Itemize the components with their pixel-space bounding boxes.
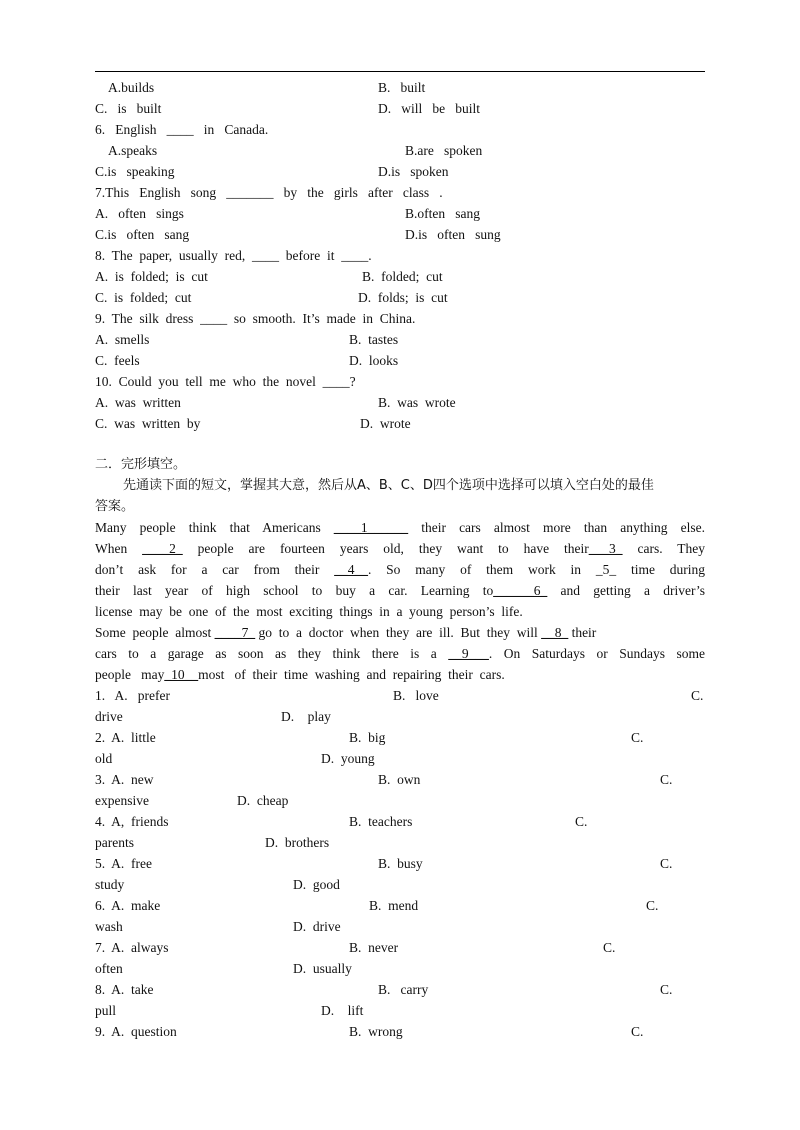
cloze-9-option-a: 9. A. question bbox=[95, 1024, 177, 1039]
blank-9: __9___ bbox=[448, 646, 489, 661]
cloze-4-option-d: D. brothers bbox=[265, 835, 330, 850]
q6-option-d: D.is spoken bbox=[378, 164, 449, 179]
passage-line-2: When ____2_ people are fourteen years old, they want to have their___3_ cars. They bbox=[95, 541, 706, 556]
cloze-4-option-b: B. teachers bbox=[349, 814, 413, 829]
cloze-8-option-a: 8. A. take bbox=[95, 982, 154, 997]
cloze-4-option-c: C. bbox=[575, 814, 588, 829]
cloze-6-option-c: C. bbox=[646, 898, 659, 913]
cloze-2-option-a: 2. A. little bbox=[95, 730, 156, 745]
q7-option-d: D.is often sung bbox=[405, 227, 501, 242]
q8-option-c: C. is folded; cut bbox=[95, 290, 192, 305]
cloze-7-option-a: 7. A. always bbox=[95, 940, 169, 955]
q7-stem: 7.This English song _______ by the girls after class . bbox=[95, 185, 443, 200]
blank-1: ____1______ bbox=[333, 520, 409, 535]
blank-5: _5_ bbox=[595, 562, 617, 577]
cloze-2-option-d: D. young bbox=[321, 751, 375, 766]
q10-stem: 10. Could you tell me who the novel ____? bbox=[95, 374, 356, 389]
q7-option-b: B.often sang bbox=[405, 206, 480, 221]
cloze-6-option-d: D. drive bbox=[293, 919, 341, 934]
q8-option-d: D. folds; is cut bbox=[358, 290, 448, 305]
q5-option-c: C. is built bbox=[95, 101, 162, 116]
cloze-4-option-a: 4. A, friends bbox=[95, 814, 169, 829]
cloze-2-option-c-text: old bbox=[95, 751, 113, 766]
q8-stem: 8. The paper, usually red, ____ before it ____. bbox=[95, 248, 372, 263]
q6-option-c: C.is speaking bbox=[95, 164, 175, 179]
blank-2: ____2_ bbox=[142, 541, 183, 556]
q6-stem: 6. English ____ in Canada. bbox=[95, 122, 269, 137]
q9-stem: 9. The silk dress ____ so smooth. It’s made in China. bbox=[95, 311, 416, 326]
q5-option-b: B. built bbox=[378, 80, 426, 95]
q5-option-a: A.builds bbox=[108, 80, 155, 95]
instructions-line-2: 答案。 bbox=[95, 499, 135, 514]
cloze-3-option-b: B. own bbox=[378, 772, 421, 787]
cloze-7-option-c: C. bbox=[603, 940, 616, 955]
cloze-5-option-b: B. busy bbox=[378, 856, 423, 871]
q10-option-c: C. was written by bbox=[95, 416, 201, 431]
q8-option-a: A. is folded; is cut bbox=[95, 269, 208, 284]
cloze-8-option-c-text: pull bbox=[95, 1003, 117, 1018]
cloze-1-option-c: C. bbox=[691, 688, 704, 703]
cloze-6-option-c-text: wash bbox=[95, 919, 123, 934]
q6-option-a: A.speaks bbox=[108, 143, 158, 158]
cloze-6-option-a: 6. A. make bbox=[95, 898, 161, 913]
cloze-2-option-c: C. bbox=[631, 730, 644, 745]
instructions-line-1: 先通读下面的短文，掌握其大意，然后从A、B、C、D四个选项中选择可以填入空白处的最佳 bbox=[123, 478, 654, 493]
passage-line-8: people may_10__most of their time washing and repairing their cars. bbox=[95, 667, 505, 682]
cloze-3-option-a: 3. A. new bbox=[95, 772, 154, 787]
blank-7: ____7_ bbox=[214, 625, 256, 640]
cloze-8-option-b: B. carry bbox=[378, 982, 429, 997]
cloze-3-option-c: C. bbox=[660, 772, 673, 787]
blank-3: ___3_ bbox=[588, 541, 623, 556]
q7-option-c: C.is often sang bbox=[95, 227, 190, 242]
passage-line-5: license may be one of the most exciting things in a young person’s life. bbox=[95, 604, 523, 619]
blank-8: __8_ bbox=[541, 625, 569, 640]
cloze-5-option-c-text: study bbox=[95, 877, 125, 892]
cloze-3-option-d: D. cheap bbox=[237, 793, 289, 808]
cloze-3-option-c-text: expensive bbox=[95, 793, 149, 808]
q10-option-a: A. was written bbox=[95, 395, 181, 410]
section-two-heading: 二．完形填空。 bbox=[95, 457, 187, 472]
cloze-1-option-c-text: drive bbox=[95, 709, 123, 724]
q5-option-d: D. will be built bbox=[378, 101, 480, 116]
q9-option-c: C. feels bbox=[95, 353, 140, 368]
passage-line-6: Some people almost ____7_ go to a doctor when they are ill. But they will __8_ their bbox=[95, 625, 597, 640]
cloze-2-option-b: B. big bbox=[349, 730, 386, 745]
q6-option-b: B.are spoken bbox=[405, 143, 483, 158]
q9-option-a: A. smells bbox=[95, 332, 150, 347]
cloze-5-option-c: C. bbox=[660, 856, 673, 871]
cloze-1-option-b: B. love bbox=[393, 688, 439, 703]
q10-option-d: D. wrote bbox=[360, 416, 411, 431]
cloze-8-option-d: D. lift bbox=[321, 1003, 364, 1018]
cloze-1-option-d: D. play bbox=[281, 709, 331, 724]
header-rule bbox=[95, 71, 705, 72]
q10-option-b: B. was wrote bbox=[378, 395, 456, 410]
cloze-9-option-b: B. wrong bbox=[349, 1024, 403, 1039]
passage-line-3: don’t ask for a car from their __4__. So many of them work in _5_ time during bbox=[95, 562, 706, 577]
cloze-7-option-c-text: often bbox=[95, 961, 123, 976]
blank-10: _10__ bbox=[164, 667, 199, 682]
cloze-5-option-a: 5. A. free bbox=[95, 856, 152, 871]
cloze-5-option-d: D. good bbox=[293, 877, 340, 892]
q9-option-b: B. tastes bbox=[349, 332, 399, 347]
cloze-9-option-c: C. bbox=[631, 1024, 644, 1039]
q7-option-a: A. often sings bbox=[95, 206, 184, 221]
cloze-6-option-b: B. mend bbox=[369, 898, 419, 913]
blank-4: __4__ bbox=[334, 562, 368, 577]
cloze-8-option-c: C. bbox=[660, 982, 673, 997]
passage-line-7: cars to a garage as soon as they think there is a __9___. On Saturdays or Sundays some bbox=[95, 646, 705, 661]
passage-line-4: their last year of high school to buy a car. Learning to______6_ and getting a driver’s bbox=[95, 583, 705, 598]
cloze-1-option-a: 1. A. prefer bbox=[95, 688, 170, 703]
cloze-4-option-c-text: parents bbox=[95, 835, 134, 850]
passage-line-1: Many people think that Americans ____1______ their cars almost more than anything else. bbox=[95, 520, 705, 535]
blank-6: ______6_ bbox=[493, 583, 548, 598]
q8-option-b: B. folded; cut bbox=[362, 269, 443, 284]
cloze-7-option-b: B. never bbox=[349, 940, 399, 955]
cloze-7-option-d: D. usually bbox=[293, 961, 352, 976]
q9-option-d: D. looks bbox=[349, 353, 399, 368]
